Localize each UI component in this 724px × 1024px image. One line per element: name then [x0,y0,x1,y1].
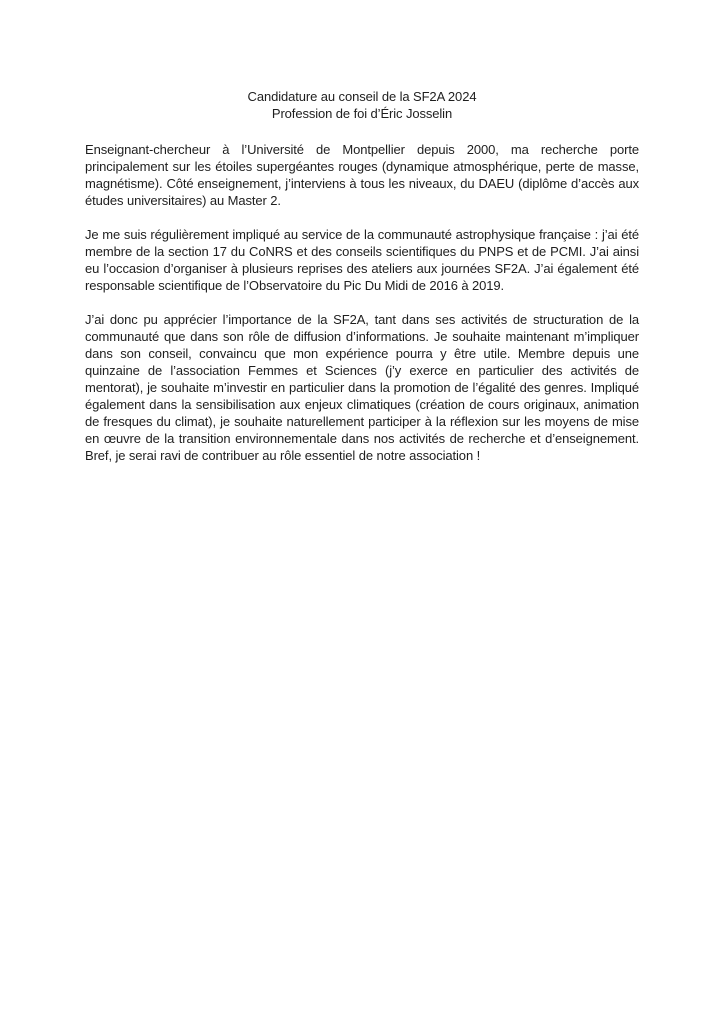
document-subtitle: Profession de foi d’Éric Josselin [271,106,453,121]
paragraph: Enseignant-chercheur à l’Université de Montpellier depuis 2000, ma recherche porte principalement sur les étoiles supergéantes rouges (dynamique atmosphérique, perte de masse, magnétisme). Côté enseignement, j’interviens à tous les niveaux, du DAEU (diplôme d’accès aux études universitaires) au Master 2. [85,142,639,208]
paragraph: J’ai donc pu apprécier l’importance de la SF2A, tant dans ses activités de structuration de la communauté que dans son rôle de diffusion d’informations. Je souhaite maintenant m’impliquer dans son conseil, convaincu que mon expérience pourra y être utile. Membre depuis une quinzaine de l’association Femmes et Sciences (j’y exerce en particulier des activités de mentorat), je souhaite m’investir en particulier dans la promotion de l’égalité des genres. Impliqué également dans la sensibilisation aux enjeux climatiques (création de cours originaux, animation de fresques du climat), je souhaite naturellement participer à la réflexion sur les moyens de mise en œuvre de la transition environnementale dans nos activités de recherche et d’enseignement. Bref, je serai ravi de contribuer au rôle essentiel de notre association ! [85,312,639,463]
document-body [85,141,639,464]
document-title: Candidature au conseil de la SF2A 2024 [247,89,477,104]
paragraph: Je me suis régulièrement impliqué au service de la communauté astrophysique française : j’ai été membre de la section 17 du CoNRS et des conseils scientifiques du PNPS et de PCMI. J’ai ainsi eu l’occasion d’organiser à plusieurs reprises des ateliers aux journées SF2A. J’ai également été responsable scientifique de l’Observatoire du Pic Du Midi de 2016 à 2019. [85,227,639,293]
document-title-block [85,88,639,122]
document-content [85,88,639,464]
